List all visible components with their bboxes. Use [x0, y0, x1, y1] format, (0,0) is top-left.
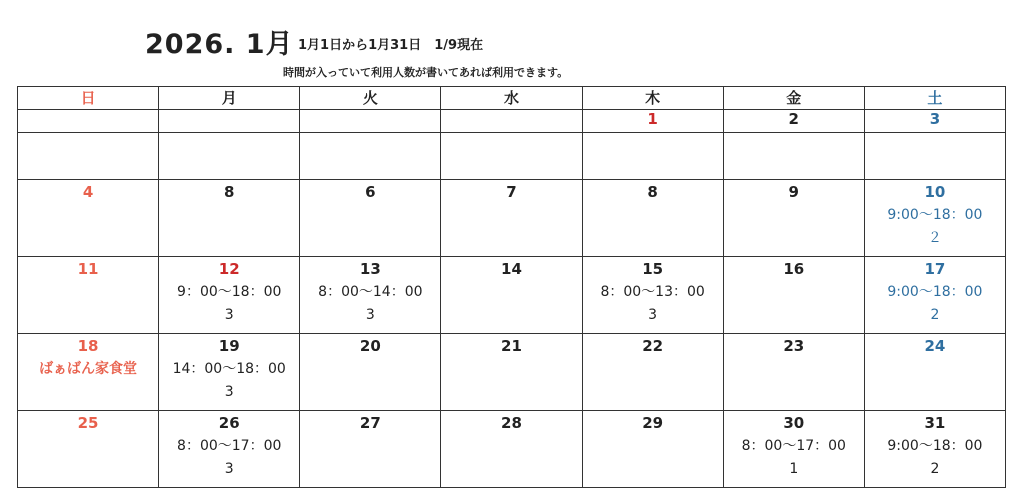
day-cell — [864, 257, 1005, 334]
week-0-body-row — [18, 133, 1006, 180]
day-cell — [864, 411, 1005, 488]
day-body — [159, 133, 300, 180]
user-count: 3 — [224, 461, 234, 477]
weekday-sun: 日 — [18, 87, 159, 110]
day-number: 27 — [359, 414, 381, 432]
day-cell — [300, 180, 441, 257]
day-number: 8 — [647, 183, 658, 201]
day-cell — [300, 110, 441, 133]
event-label: ばぁばん家食堂 — [39, 361, 138, 377]
weekday-wed: 水 — [441, 87, 582, 110]
day-number: 19 — [218, 337, 240, 355]
day-cell — [864, 110, 1005, 133]
day-cell — [441, 110, 582, 133]
weekday-fri: 金 — [723, 87, 864, 110]
day-cell — [582, 334, 723, 411]
day-cell — [159, 257, 300, 334]
time-slot: 9:00～18：00 — [887, 284, 983, 300]
time-slot: 8：00～17：00 — [741, 438, 846, 454]
day-cell — [18, 334, 159, 411]
day-cell — [159, 180, 300, 257]
day-number: 2 — [788, 110, 799, 128]
day-number: 26 — [218, 414, 240, 432]
user-count: ２ — [927, 230, 942, 246]
day-number: 22 — [642, 337, 664, 355]
day-cell — [723, 180, 864, 257]
day-number: 10 — [924, 183, 946, 201]
day-cell — [723, 110, 864, 133]
user-count: 3 — [224, 384, 234, 400]
week-row — [18, 334, 1006, 411]
calendar-grid — [17, 86, 1006, 488]
day-cell — [723, 334, 864, 411]
day-number: 16 — [783, 260, 805, 278]
day-cell — [864, 334, 1005, 411]
day-cell — [723, 411, 864, 488]
day-cell — [18, 110, 159, 133]
day-number: 31 — [924, 414, 946, 432]
day-number: 12 — [218, 260, 240, 278]
day-number: 9 — [788, 183, 799, 201]
user-count: 3 — [365, 307, 375, 323]
day-cell — [300, 411, 441, 488]
day-cell — [18, 180, 159, 257]
day-number: 6 — [365, 183, 376, 201]
day-number: 8 — [223, 183, 235, 201]
user-count: 2 — [930, 461, 940, 477]
weekday-sat: 土 — [864, 87, 1005, 110]
day-cell — [300, 257, 441, 334]
day-cell — [18, 411, 159, 488]
time-slot: 8：00～14：00 — [318, 284, 423, 300]
time-slot: 9：00～18：00 — [177, 284, 282, 300]
calendar-title: 2026. 1月 — [145, 29, 294, 60]
user-count: 3 — [224, 307, 234, 323]
day-cell — [441, 411, 582, 488]
day-body — [582, 133, 723, 180]
day-body — [864, 133, 1005, 180]
weekday-mon: 月 — [159, 87, 300, 110]
week-row — [18, 180, 1006, 257]
day-number: 11 — [77, 260, 99, 278]
day-cell — [441, 334, 582, 411]
time-slot: 8：00～17：00 — [177, 438, 282, 454]
day-cell — [441, 257, 582, 334]
day-number: 23 — [783, 337, 805, 355]
day-number: 1 — [647, 110, 658, 128]
day-number: 30 — [783, 414, 805, 432]
time-slot: 9:00～18：00 — [887, 438, 983, 454]
day-cell — [441, 180, 582, 257]
user-count: 2 — [930, 307, 940, 323]
day-cell — [18, 257, 159, 334]
usage-note: 時間が入っていて利用人数が書いてあれば利用できます。 — [283, 66, 569, 79]
user-count: 3 — [648, 307, 658, 323]
day-cell — [864, 180, 1005, 257]
day-body — [441, 133, 582, 180]
time-slot: 8：00～13：00 — [600, 284, 705, 300]
day-number: 29 — [642, 414, 664, 432]
day-number: 25 — [77, 414, 99, 432]
day-cell — [159, 110, 300, 133]
day-number: 18 — [77, 337, 99, 355]
day-cell — [582, 110, 723, 133]
day-number: 17 — [924, 260, 946, 278]
day-body — [300, 133, 441, 180]
day-number: 13 — [359, 260, 381, 278]
day-number: 15 — [642, 260, 664, 278]
day-number: 20 — [359, 337, 381, 355]
day-cell — [159, 334, 300, 411]
day-cell — [159, 411, 300, 488]
day-number: 7 — [506, 183, 517, 201]
time-slot: 14：00～18：00 — [172, 361, 286, 377]
week-0-date-row — [18, 110, 1006, 133]
time-slot: 9:00～18：00 — [887, 207, 983, 223]
day-number: 3 — [929, 110, 941, 128]
day-cell — [582, 257, 723, 334]
weekday-header-row — [18, 87, 1006, 110]
date-range-note: 1月1日から1月31日 1/9現在 — [298, 38, 484, 53]
day-cell — [300, 334, 441, 411]
user-count: 1 — [789, 461, 799, 477]
day-number: 28 — [501, 414, 522, 432]
week-row — [18, 411, 1006, 488]
day-cell — [582, 411, 723, 488]
day-cell — [723, 257, 864, 334]
day-number: 24 — [924, 337, 946, 355]
day-number: 21 — [501, 337, 522, 355]
weekday-thu: 木 — [582, 87, 723, 110]
day-body — [723, 133, 864, 180]
day-number: 4 — [82, 183, 94, 201]
weekday-tue: 火 — [300, 87, 441, 110]
day-body — [18, 133, 159, 180]
week-row — [18, 257, 1006, 334]
day-number: 14 — [501, 260, 522, 278]
day-cell — [582, 180, 723, 257]
